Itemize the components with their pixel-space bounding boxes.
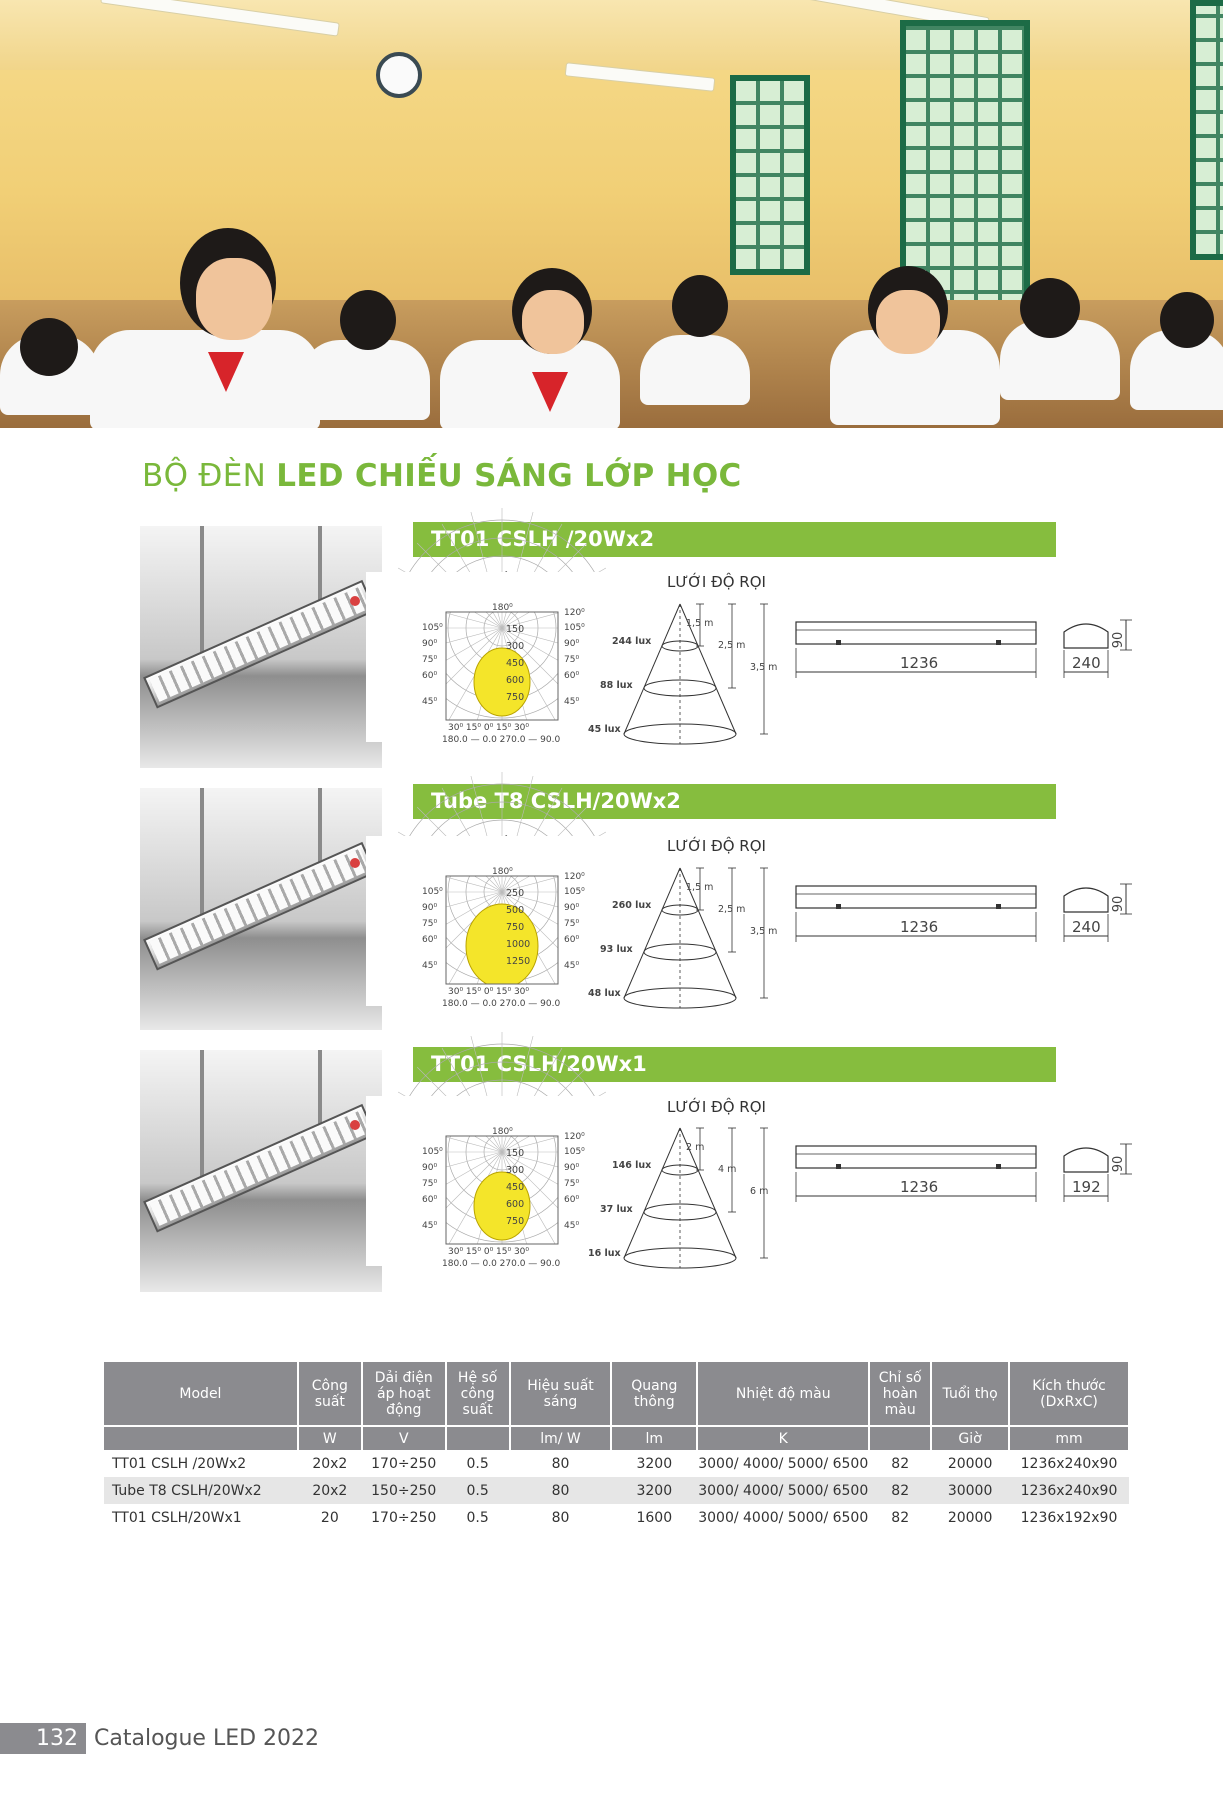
height-label: 3,5 m [750, 662, 778, 673]
lux-label: 45 lux [588, 724, 621, 735]
ring-label: 300 [506, 641, 525, 652]
table-cell: 3000/ 4000/ 5000/ 6500 [698, 1455, 869, 1472]
angle-label: 75⁰ [422, 919, 438, 929]
table-unit [446, 1426, 510, 1450]
table-cell: 20 [320, 1509, 339, 1526]
angle-label: 120⁰ [564, 872, 585, 882]
table-header: Kích thước (DxRxC) [1009, 1362, 1129, 1426]
table-header: Nhiệt độ màu [697, 1362, 869, 1426]
lux-label: 260 lux [612, 900, 652, 911]
ring-label: 750 [506, 692, 525, 703]
height-label: 1,5 m [686, 882, 714, 893]
angle-label: 30⁰ 15⁰ 0⁰ 15⁰ 30⁰ [448, 1247, 530, 1257]
product-title-bar: TT01 CSLH/20Wx1 [413, 1047, 1056, 1082]
classroom-photo [0, 0, 1223, 428]
angle-label: 105⁰ [422, 887, 443, 897]
angle-label: 75⁰ [422, 1179, 438, 1189]
lux-label: 146 lux [612, 1160, 652, 1171]
angle-label: 60⁰ [564, 671, 580, 681]
height-dim: 90 [1111, 895, 1126, 913]
illuminance-grid-label: LƯỚI ĐỘ RỌI [667, 573, 766, 591]
angle-label: 90⁰ [422, 639, 438, 649]
dimension-drawing [796, 620, 1132, 678]
ring-label: 750 [506, 922, 525, 933]
product-title-bar: TT01 CSLH /20Wx2 [413, 522, 1056, 557]
product-diagram [412, 862, 1152, 1022]
table-cell: 1236x240x90 [1020, 1455, 1118, 1472]
height-label: 6 m [750, 1186, 769, 1197]
lux-label: 37 lux [600, 1204, 633, 1215]
table-cell: 20000 [947, 1455, 993, 1472]
illuminance-grid-label: LƯỚI ĐỘ RỌI [667, 1098, 766, 1116]
width-dim: 240 [1072, 918, 1101, 936]
page-title: BỘ ĐÈN LED CHIẾU SÁNG LỚP HỌC [142, 458, 742, 494]
length-dim: 1236 [900, 918, 939, 936]
table-header: Hiệu suất sáng [510, 1362, 612, 1426]
angle-label: 105⁰ [422, 1147, 443, 1157]
table-header: Công suất [298, 1362, 362, 1426]
table-row [104, 1504, 1129, 1531]
dimension-drawing [796, 884, 1132, 942]
ring-label: 150 [506, 1148, 525, 1159]
height-label: 2 m [686, 1142, 705, 1153]
angle-label: 45⁰ [564, 961, 580, 971]
angle-label: 75⁰ [564, 919, 580, 929]
angle-label: 180⁰ [492, 603, 513, 613]
ring-label: 450 [506, 658, 525, 669]
illuminance-grid-label: LƯỚI ĐỘ RỌI [667, 837, 766, 855]
angle-label: 120⁰ [564, 1132, 585, 1142]
angle-label: 105⁰ [564, 887, 585, 897]
ring-label: 300 [506, 1165, 525, 1176]
table-cell: 0.5 [446, 1477, 510, 1504]
table-cell: 150÷250 [362, 1477, 446, 1504]
polar-legend: 180.0 — 0.0 270.0 — 90.0 [442, 1259, 561, 1269]
product-diagram [412, 598, 1152, 758]
table-cell: 1600 [636, 1509, 673, 1526]
angle-label: 45⁰ [422, 697, 438, 707]
table-cell: 80 [551, 1455, 570, 1472]
angle-label: 105⁰ [564, 623, 585, 633]
lux-label: 93 lux [600, 944, 633, 955]
angle-label: 45⁰ [564, 1221, 580, 1231]
length-dim: 1236 [900, 1178, 939, 1196]
angle-label: 60⁰ [422, 671, 438, 681]
table-cell: 0.5 [466, 1509, 489, 1526]
table-unit [104, 1426, 298, 1450]
angle-label: 90⁰ [422, 903, 438, 913]
angle-label: 75⁰ [422, 655, 438, 665]
table-unit: lm [611, 1426, 697, 1450]
ring-label: 150 [506, 624, 525, 635]
table-cell: 3200 [636, 1455, 673, 1472]
angle-label: 105⁰ [422, 623, 443, 633]
angle-label: 90⁰ [564, 903, 580, 913]
product-title-bar: Tube T8 CSLH/20Wx2 [413, 784, 1056, 819]
table-cell: 3000/ 4000/ 5000/ 6500 [697, 1477, 869, 1504]
table-header: Tuổi thọ [931, 1362, 1009, 1426]
table-cell: TT01 CSLH /20Wx2 [112, 1455, 247, 1472]
dimension-drawing [796, 1144, 1132, 1202]
product-photo [140, 788, 382, 1030]
catalogue-title: Catalogue LED 2022 [94, 1726, 320, 1751]
ring-label: 250 [506, 888, 525, 899]
angle-label: 105⁰ [564, 1147, 585, 1157]
table-cell: 80 [510, 1477, 612, 1504]
table-unit: V [362, 1426, 446, 1450]
lux-label: 48 lux [588, 988, 621, 999]
ring-label: 500 [506, 905, 525, 916]
table-cell: 82 [891, 1509, 910, 1526]
table-cell: 20000 [947, 1509, 993, 1526]
table-cell: 0.5 [466, 1455, 489, 1472]
ring-label: 450 [506, 1182, 525, 1193]
table-cell: 82 [869, 1477, 931, 1504]
angle-label: 45⁰ [422, 961, 438, 971]
angle-label: 45⁰ [564, 697, 580, 707]
table-header: Dải điện áp hoạt động [362, 1362, 446, 1426]
table-unit: Giờ [931, 1426, 1009, 1450]
table-unit: mm [1009, 1426, 1129, 1450]
ring-label: 600 [506, 675, 525, 686]
clock-icon [376, 52, 422, 98]
lux-label: 88 lux [600, 680, 633, 691]
angle-label: 90⁰ [422, 1163, 438, 1173]
ring-label: 1000 [506, 939, 531, 950]
table-unit: lm/ W [510, 1426, 612, 1450]
table-cell: 3200 [611, 1477, 697, 1504]
page-number: 132 [0, 1723, 86, 1754]
table-cell: 170÷250 [371, 1509, 437, 1526]
table-unit: W [298, 1426, 362, 1450]
table-cell: 80 [551, 1509, 570, 1526]
length-dim: 1236 [900, 654, 939, 672]
product-photo [140, 526, 382, 768]
angle-label: 180⁰ [492, 867, 513, 877]
angle-label: 60⁰ [564, 1195, 580, 1205]
product-photo [140, 1050, 382, 1292]
table-header: Model [104, 1362, 298, 1426]
table-cell: TT01 CSLH/20Wx1 [112, 1509, 242, 1526]
table-header: Quang thông [611, 1362, 697, 1426]
height-label: 1,5 m [686, 618, 714, 629]
angle-label: 60⁰ [422, 1195, 438, 1205]
table-header: Chỉ số hoàn màu [869, 1362, 931, 1426]
table-cell: 1236x192x90 [1020, 1509, 1118, 1526]
angle-label: 90⁰ [564, 639, 580, 649]
angle-label: 60⁰ [564, 935, 580, 945]
height-label: 2,5 m [718, 904, 746, 915]
polar-legend: 180.0 — 0.0 270.0 — 90.0 [442, 999, 561, 1009]
angle-label: 60⁰ [422, 935, 438, 945]
table-row [104, 1450, 1129, 1477]
angle-label: 30⁰ 15⁰ 0⁰ 15⁰ 30⁰ [448, 987, 530, 997]
table-cell: 3000/ 4000/ 5000/ 6500 [698, 1509, 869, 1526]
table-unit [869, 1426, 931, 1450]
height-label: 2,5 m [718, 640, 746, 651]
ring-label: 600 [506, 1199, 525, 1210]
table-cell: 82 [891, 1455, 910, 1472]
height-dim: 90 [1111, 1155, 1126, 1173]
table-cell: 20x2 [312, 1455, 348, 1472]
width-dim: 192 [1072, 1178, 1101, 1196]
polar-legend: 180.0 — 0.0 270.0 — 90.0 [442, 735, 561, 745]
ring-label: 1250 [506, 956, 531, 967]
angle-label: 75⁰ [564, 1179, 580, 1189]
table-header: Hệ số công suất [446, 1362, 510, 1426]
table-cell: 30000 [931, 1477, 1009, 1504]
height-label: 4 m [718, 1164, 737, 1175]
table-row [104, 1477, 1129, 1504]
angle-label: 180⁰ [492, 1127, 513, 1137]
lux-label: 16 lux [588, 1248, 621, 1259]
spec-table [104, 1362, 1130, 1531]
table-cell: 170÷250 [371, 1455, 437, 1472]
table-cell: 20x2 [298, 1477, 362, 1504]
width-dim: 240 [1072, 654, 1101, 672]
height-dim: 90 [1111, 631, 1126, 649]
table-cell: Tube T8 CSLH/20Wx2 [104, 1477, 298, 1504]
ring-label: 750 [506, 1216, 525, 1227]
angle-label: 120⁰ [564, 608, 585, 618]
height-label: 3,5 m [750, 926, 778, 937]
table-unit: K [697, 1426, 869, 1450]
table-cell: 1236x240x90 [1009, 1477, 1129, 1504]
lux-label: 244 lux [612, 636, 652, 647]
angle-label: 30⁰ 15⁰ 0⁰ 15⁰ 30⁰ [448, 723, 530, 733]
angle-label: 45⁰ [422, 1221, 438, 1231]
angle-label: 75⁰ [564, 655, 580, 665]
product-diagram [412, 1122, 1152, 1282]
angle-label: 90⁰ [564, 1163, 580, 1173]
